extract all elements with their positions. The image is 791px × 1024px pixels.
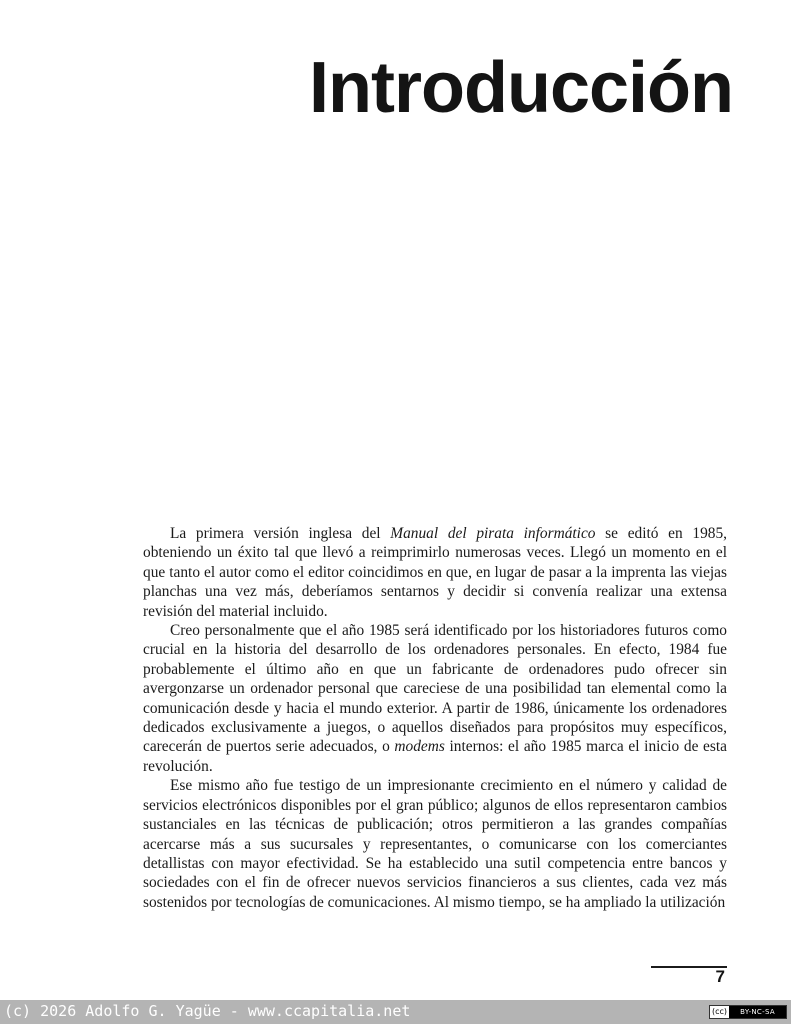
paragraph — [143, 524, 727, 621]
cc-icon: (cc) — [712, 1007, 728, 1016]
text-run: internos: el año 1985 marca el inicio de esta revolución. — [143, 738, 727, 775]
footer-credit: (c) 2026 Adolfo G. Yagüe - www.ccapitalia.net — [4, 1002, 411, 1020]
italic-text: Manual del pirata informático — [390, 525, 596, 542]
page-number: 7 — [715, 967, 725, 986]
text-run: La primera versión inglesa del — [170, 525, 391, 542]
italic-text: modems — [394, 738, 445, 756]
body-text — [143, 524, 727, 912]
paragraph — [143, 621, 727, 776]
text-run: Creo personalmente que el año 1985 será identificado por los historiadores futuros como crucial en la historia del desarrollo de los ordenadores personales. En efecto, 1984 fue probablemente el último año en que un fabricante de ordenadores pudo ofrecer sin avergonzarse un ordenador personal que careciese de una posibilidad tan elemental como la comunicación desde y hacia el mundo exterior. A partir de 1986, únicamente los ordenadores dedicados exclusivamente a juegos, o aquellos diseñados para propósitos muy específicos, carecerán de puertos serie adecuados, o — [143, 622, 727, 756]
footer-bar — [0, 1000, 791, 1024]
text-run: se editó en 1985, obteniendo un éxito tal que llevó a reimprimirlo numerosas veces. Llegó un momento en el que tanto el autor como el editor coincidimos en que, en lugar de pasar a la imprenta las viejas planchas una vez más, deberíamos sentarnos y decidir si convenía realizar una extensa revisión del material incluido. — [143, 525, 728, 620]
cc-license-terms: BY-NC-SA — [729, 1006, 786, 1018]
text-run: Ese mismo año fue testigo de un impresionante crecimiento en el número y calidad de servicios electrónicos disponibles por el gran público; algunos de ellos representaron cambios sustanciales en las técnicas de publicación; otros permitieron a las grandes compañías acercarse más a sus sucursales y representantes, o comunicarse con los comerciantes detallistas con mayor efectividad. Se ha establecido una sutil competencia entre bancos y sociedades con el fin de ofrecer nuevos servicios financieros a sus clientes, cada vez más sostenidos por tecnologías de comunicaciones. Al mismo tiempo, se ha ampliado la utilización — [143, 777, 727, 911]
cc-license-badge[interactable] — [709, 1005, 787, 1019]
paragraph — [143, 776, 727, 912]
page-title: Introducción — [309, 48, 733, 128]
